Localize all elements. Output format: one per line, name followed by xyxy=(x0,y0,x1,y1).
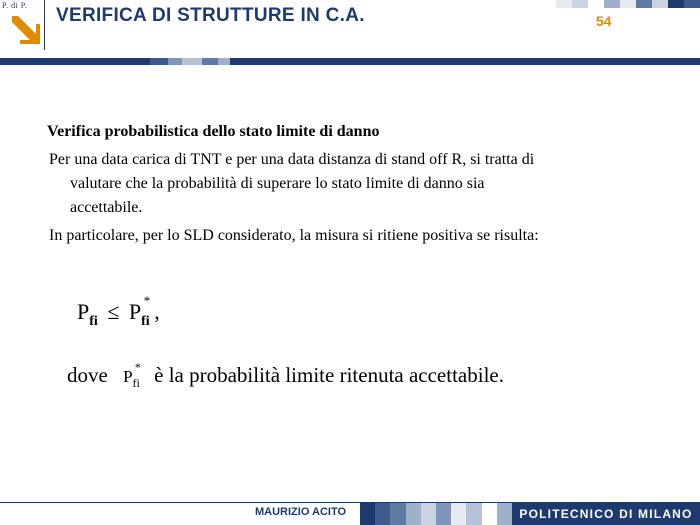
inequality-formula xyxy=(77,293,160,330)
logo-letters: P. di P. xyxy=(2,1,28,10)
symbol-base: P xyxy=(123,367,133,386)
page-number: 54 xyxy=(596,13,612,29)
header-rule xyxy=(0,58,700,65)
formula-operator: ≤ xyxy=(107,299,120,324)
formula-rhs-sup: * xyxy=(143,293,151,308)
author-name: MAURIZIO ACITO xyxy=(255,506,347,518)
footer-color-strip xyxy=(360,503,512,525)
paragraph1-line2: valutare che la probabilità di superare lo stato limite di danno sia xyxy=(70,175,485,192)
explanation-symbol xyxy=(123,360,141,390)
formula-trailing: , xyxy=(154,299,160,324)
formula-lhs-base: P xyxy=(77,299,90,324)
symbol-sup: * xyxy=(134,360,141,374)
formula-lhs-sub: fi xyxy=(89,314,98,329)
institution-logo xyxy=(0,0,45,50)
paragraph-criterion: In particolare, per lo SLD considerato, la misura si ritiene positiva se risulta: xyxy=(49,227,539,244)
formula-explanation xyxy=(67,360,504,391)
formula-rhs-base: P xyxy=(128,299,142,324)
paragraph1-line1: Per una data carica di TNT e per una data distanza di stand off R, si tratta di xyxy=(49,151,535,168)
explanation-suffix: è la probabilità limite ritenuta accettabile. xyxy=(154,363,504,387)
section-heading: Verifica probabilistica dello stato limite di danno xyxy=(47,123,380,140)
paragraph-condition xyxy=(49,148,659,220)
slide-title: VERIFICA DI STRUTTURE IN C.A. xyxy=(56,5,365,26)
explanation-prefix: dove xyxy=(67,363,108,387)
paragraph1-line3: accettabile. xyxy=(70,199,143,216)
formula-rhs-sub: fi xyxy=(141,314,150,329)
institution-name: POLITECNICO DI MILANO xyxy=(512,503,700,525)
orange-arrow-icon xyxy=(8,12,40,46)
header-color-strip xyxy=(540,0,700,8)
symbol-sub: fi xyxy=(132,376,140,390)
